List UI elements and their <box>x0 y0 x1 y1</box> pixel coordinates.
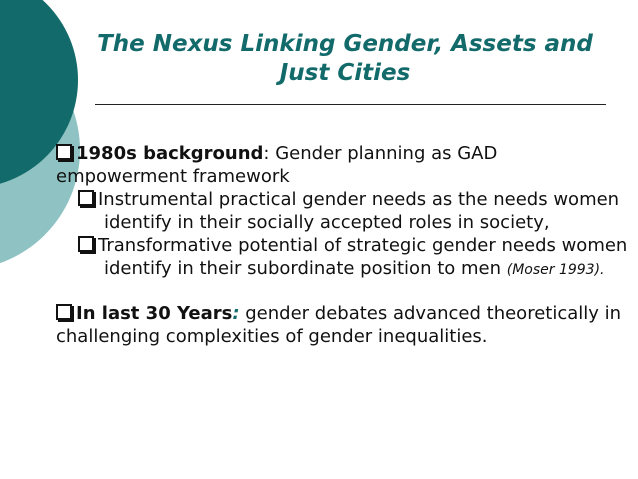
bullet-1980s-text-2: empowerment framework <box>56 166 290 187</box>
sub-bullet-instrumental <box>78 188 631 234</box>
bullet-1980s-text-1: Gender planning as GAD <box>269 143 498 164</box>
spacer <box>56 282 631 302</box>
sub-bullet-instrumental-text: Instrumental practical gender needs as the needs women identify in their socially accepted roles in society, <box>98 189 620 233</box>
square-bullet-icon <box>56 304 72 320</box>
bullet-1980s-lead: 1980s background <box>76 143 264 164</box>
slide-body <box>56 142 631 348</box>
bullet-last-30-lead: In last 30 Years <box>76 303 233 324</box>
sub-bullet-transformative <box>78 234 631 282</box>
title-divider <box>95 104 606 105</box>
bullet-last-30-sep: : <box>232 303 240 324</box>
square-bullet-icon <box>78 236 94 252</box>
bullet-1980s <box>56 142 631 188</box>
sub-bullet-transformative-text: Transformative potential of strategic gender needs women identify in their subordinate position to men <box>98 235 628 279</box>
square-bullet-icon <box>56 144 72 160</box>
title-line-1: The Nexus Linking Gender, Assets and <box>97 31 593 57</box>
bullet-last-30-years <box>56 302 631 348</box>
slide-title <box>70 30 620 88</box>
title-line-2: Just Cities <box>279 60 411 86</box>
bullet-1980s-sep: : <box>263 143 270 164</box>
square-bullet-icon <box>78 190 94 206</box>
bullet-last-30-text: gender debates advanced theoretically in challenging complexities of gender inequalities. <box>56 303 622 347</box>
citation: (Moser 1993). <box>506 262 605 278</box>
